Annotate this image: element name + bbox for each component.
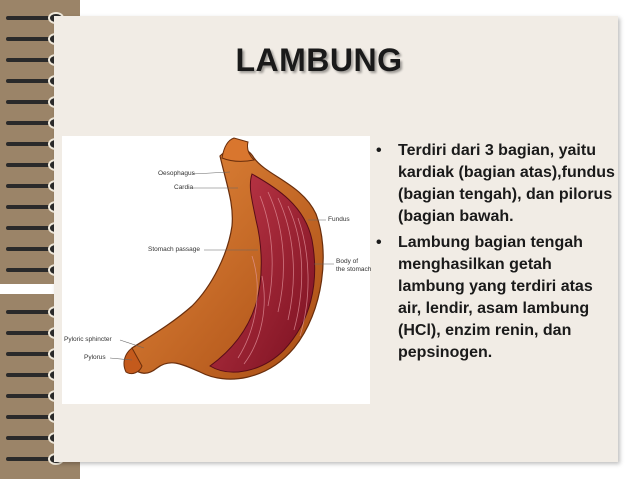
label-fundus: Fundus (328, 216, 350, 223)
stomach-figure (62, 136, 370, 404)
oesophagus-tube (222, 138, 254, 161)
bullet-item (376, 140, 616, 228)
label-body-of-stomach-line1: Body of (336, 258, 359, 265)
bullet-list (376, 140, 616, 368)
label-pylorus: Pylorus (84, 354, 106, 361)
label-body-of-stomach-line2: the stomach (336, 266, 372, 273)
label-cardia: Cardia (174, 184, 194, 191)
bullet-text: Lambung bagian tengah menghasilkan getah lambung yang terdiri atas air, lendir, asam lambung (HCl), enzim renin, dan pepsinogen. (398, 234, 593, 361)
slide-title: LAMBUNG (235, 42, 403, 78)
bullet-symbol: • (376, 234, 382, 251)
bullet-item (376, 232, 616, 364)
bullet-symbol: • (376, 142, 382, 159)
label-stomach-passage: Stomach passage (148, 246, 201, 253)
label-pyloric-sphincter: Pyloric sphincter (64, 336, 112, 343)
bullet-text: Terdiri dari 3 bagian, yaitu kardiak (bagian atas),fundus (bagian tengah), dan pilorus (bagian bawah. (398, 142, 615, 225)
label-oesophagus: Oesophagus (158, 170, 195, 177)
stomach-illustration (62, 136, 370, 404)
